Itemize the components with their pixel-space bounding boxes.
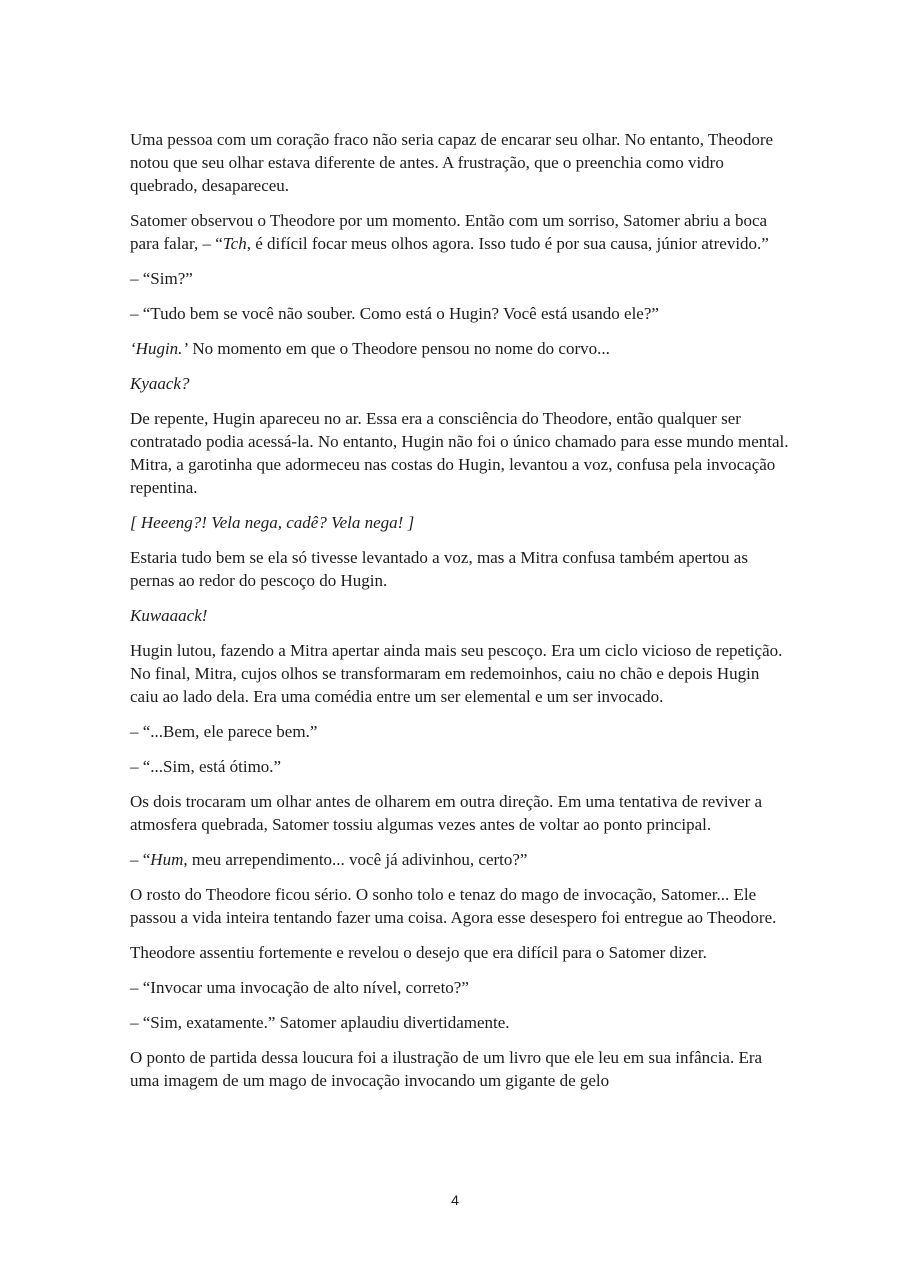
paragraph: – “Sim, exatamente.” Satomer aplaudiu divertidamente.	[130, 1013, 510, 1032]
paragraph	[130, 372, 790, 395]
italic-run: Hum	[150, 850, 184, 869]
paragraph: – “Tudo bem se você não souber. Como está o Hugin? Você está usando ele?”	[130, 304, 659, 323]
paragraph: De repente, Hugin apareceu no ar. Essa era a consciência do Theodore, então qualquer ser contratado podia acessá-la. No entanto, Hugin não foi o único chamado para esse mundo mental. Mitra, a garotinha que adormeceu nas costas do Hugin, levantou a voz, confusa pela invocação repentina.	[130, 409, 789, 497]
italic-run: Kuwaaack!	[130, 606, 208, 625]
paragraph: Os dois trocaram um olhar antes de olharem em outra direção. Em uma tentativa de reviver a atmosfera quebrada, Satomer tossiu algumas vezes antes de voltar ao ponto principal.	[130, 792, 763, 834]
paragraph: – “Sim?”	[130, 269, 193, 288]
paragraph: O ponto de partida dessa loucura foi a ilustração de um livro que ele leu em sua infância. Era uma imagem de um mago de invocação invocando um gigante de gelo	[130, 1048, 763, 1090]
italic-run: Tch	[222, 234, 247, 253]
italic-run: ‘Hugin.’	[130, 339, 189, 358]
text-run: , é difícil focar meus olhos agora. Isso tudo é por sua causa, júnior atrevido.”	[246, 234, 769, 253]
paragraph	[130, 337, 790, 360]
paragraph	[130, 511, 790, 534]
italic-run: Kyaack?	[130, 374, 190, 393]
paragraph: – “Invocar uma invocação de alto nível, correto?”	[130, 978, 469, 997]
text-run: No momento em que o Theodore pensou no nome do corvo...	[188, 339, 610, 358]
paragraph: Estaria tudo bem se ela só tivesse levantado a voz, mas a Mitra confusa também apertou as pernas ao redor do pescoço do Hugin.	[130, 548, 748, 590]
italic-run: [ Heeeng?! Vela nega, cadê? Vela nega! ]	[130, 513, 415, 532]
page-number: 4	[451, 1192, 459, 1208]
paragraph: Theodore assentiu fortemente e revelou o desejo que era difícil para o Satomer dizer.	[130, 943, 707, 962]
body-text	[130, 128, 790, 1104]
paragraph	[130, 848, 790, 871]
text-run: , meu arrependimento... você já adivinhou, certo?”	[183, 850, 528, 869]
paragraph: – “...Sim, está ótimo.”	[130, 757, 282, 776]
paragraph	[130, 209, 790, 255]
paragraph: Uma pessoa com um coração fraco não seria capaz de encarar seu olhar. No entanto, Theodore notou que seu olhar estava diferente de antes. A frustração, que o preenchia como vidro quebrado, desapareceu.	[130, 130, 774, 195]
paragraph: – “...Bem, ele parece bem.”	[130, 722, 318, 741]
paragraph: Hugin lutou, fazendo a Mitra apertar ainda mais seu pescoço. Era um ciclo vicioso de repetição. No final, Mitra, cujos olhos se transformaram em redemoinhos, caiu no chão e depois Hugin caiu ao lado dela. Era uma comédia entre um ser elemental e um ser invocado.	[130, 641, 783, 706]
paragraph	[130, 604, 790, 627]
text-run: – “	[130, 850, 151, 869]
paragraph: O rosto do Theodore ficou sério. O sonho tolo e tenaz do mago de invocação, Satomer... Ele passou a vida inteira tentando fazer uma coisa. Agora esse desespero foi entregue ao Theodore.	[130, 885, 777, 927]
text-run: Satomer observou o Theodore por um momento. Então com um sorriso, Satomer abriu a boca para falar, – “	[130, 211, 768, 253]
